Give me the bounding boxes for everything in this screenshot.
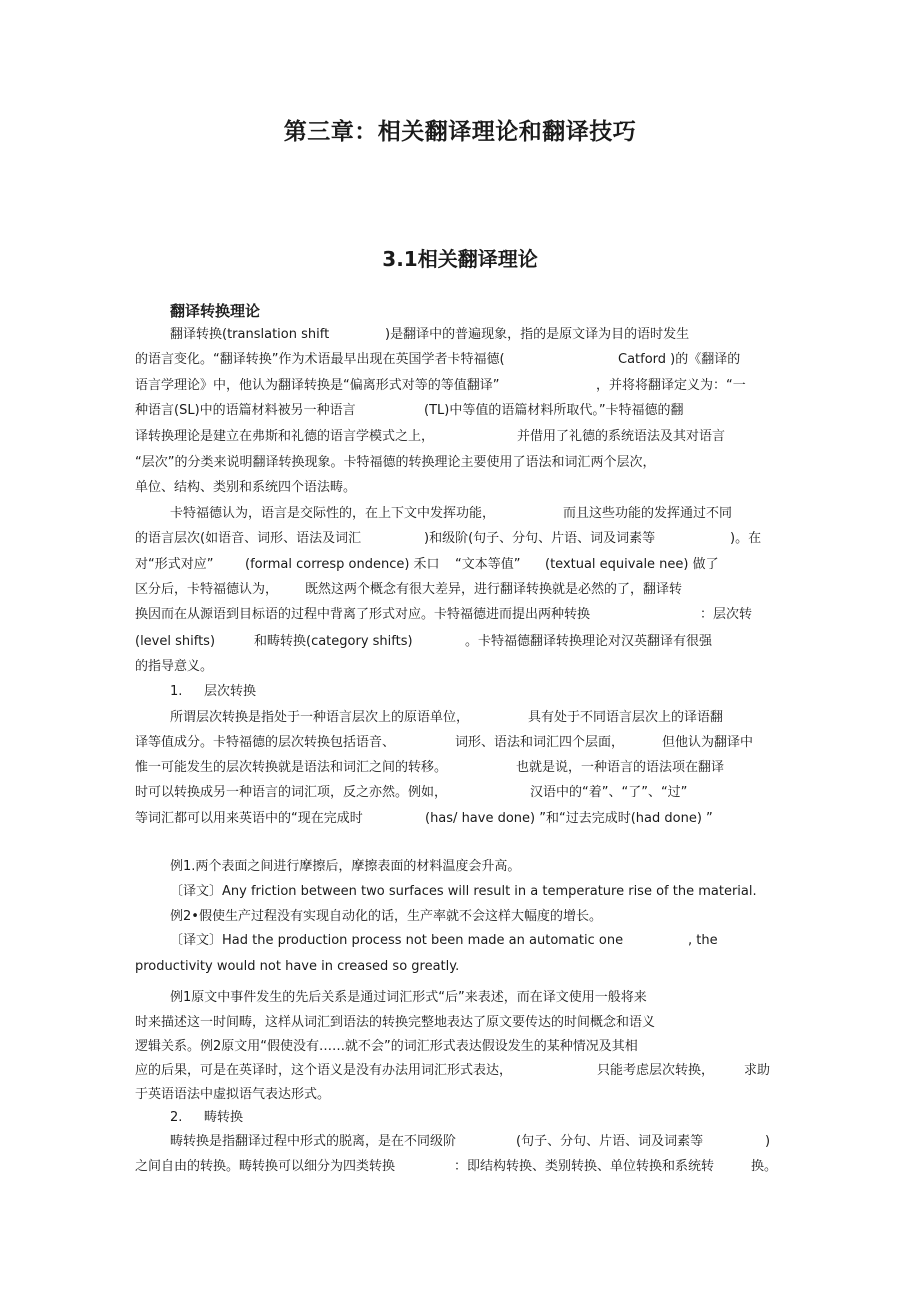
example-line [0, 857, 521, 877]
text-fragment: 区分后，卡特福德认为， [135, 582, 279, 597]
text-fragment: 对“形式对应” [135, 557, 214, 572]
text-fragment: 译转换理论是建立在弗斯和礼德的语言学模式之上， [135, 429, 435, 444]
body-line [0, 504, 733, 524]
text-fragment: 求助 [744, 1063, 771, 1078]
text-fragment: 翻译转换(translation shift [170, 327, 330, 342]
text-fragment: 之间自由的转换。畴转换可以细分为四类转换 [135, 1159, 396, 1174]
body-line [0, 529, 762, 549]
text-fragment: 词形、语法和词汇四个层面， [455, 735, 625, 750]
text-fragment: 应的后果，可是在英译时，这个语义是没有办法用词汇形式表达， [135, 1063, 513, 1078]
list-heading [0, 1108, 244, 1128]
text-fragment: 的语言层次(如语音、词形、语法及词汇 [135, 531, 362, 546]
text-fragment: ：即结构转换、类别转换、单位转换和系统转 [454, 1159, 715, 1174]
list-number: 2. [170, 1110, 183, 1125]
list-heading [0, 682, 257, 702]
text-fragment: 单位、结构、类别和系统四个语法畴。 [135, 480, 357, 495]
text-fragment: 。卡特福德翻译转换理论对汉英翻译有很强 [465, 634, 713, 649]
body-line [0, 325, 690, 345]
body-line [0, 657, 214, 677]
text-fragment: 所谓层次转换是指处于一种语言层次上的原语单位， [170, 710, 470, 725]
body-line [0, 758, 725, 778]
text-fragment: (textual equivale nee) 做了 [545, 557, 719, 572]
body-line [0, 401, 684, 421]
body-line [0, 453, 656, 473]
text-fragment: productivity would not have in creased so greatly. [135, 959, 460, 974]
text-fragment: (句子、分句、片语、词及词素等 [516, 1134, 704, 1149]
text-fragment: 具有处于不同语言层次上的译语翻 [528, 710, 724, 725]
text-fragment: 并借用了礼德的系统语法及其对语言 [517, 429, 726, 444]
text-fragment: )。在 [730, 531, 762, 546]
body-line [0, 733, 754, 753]
text-fragment: 但他认为翻译中 [662, 735, 754, 750]
text-fragment: 换。 [751, 1159, 778, 1174]
example-translation [0, 931, 718, 951]
text-fragment: (TL)中等值的语篇材料所取代。”卡特福德的翻 [424, 403, 684, 418]
text-fragment: 〔译文〕Any friction between two surfaces will result in a temperature rise of the material. [170, 884, 757, 899]
text-fragment: (formal corresp ondence) 禾口 [245, 557, 440, 572]
text-fragment: Catford )的《翻译的 [618, 352, 741, 367]
text-fragment: 种语言(SL)中的语篇材料被另一种语言 [135, 403, 356, 418]
text-fragment: 惟一可能发生的层次转换就是语法和词汇之间的转移。 [135, 760, 448, 775]
body-line [0, 1157, 778, 1177]
section-title: 3.1相关翻译理论 [382, 247, 538, 271]
text-fragment: 畴转换 [204, 1110, 244, 1125]
text-fragment: 汉语中的“着”、“了”、“过” [530, 785, 688, 800]
body-line [0, 580, 683, 600]
chapter-title: 第三章：相关翻译理论和翻译技巧 [283, 119, 637, 145]
text-fragment: )和级阶(句子、分句、片语、词及词素等 [424, 531, 656, 546]
example-line [0, 907, 602, 927]
text-fragment: 只能考虑层次转换， [597, 1063, 715, 1078]
text-fragment: )是翻译中的普遍现象，指的是原文译为目的语时发生 [385, 327, 690, 342]
example-translation [0, 957, 460, 977]
example-translation [0, 882, 757, 902]
text-fragment: 语言学理论》中，他认为翻译转换是“偏离形式对等的等值翻译” [135, 378, 500, 393]
text-fragment: 逻辑关系。例2原文用“假使没有……就不会”的词汇形式表达假设发生的某种情况及其相 [135, 1039, 638, 1054]
text-fragment: 换因而在从源语到目标语的过程中背离了形式对应。卡特福德进而提出两种转换 [135, 607, 591, 622]
text-fragment: 译等值成分。卡特福德的层次转换包括语音、 [135, 735, 396, 750]
body-line [0, 1013, 656, 1033]
text-fragment: 例2•假使生产过程没有实现自动化的话，生产率就不会这样大幅度的增长。 [170, 909, 602, 924]
text-fragment: (has/ have done) ”和“过去完成时(had done) ” [425, 811, 713, 826]
body-line [0, 708, 724, 728]
text-fragment: 而且这些功能的发挥通过不同 [563, 506, 733, 521]
text-fragment: , the [688, 933, 718, 948]
body-line [0, 1085, 331, 1105]
text-fragment: 卡特福德认为，语言是交际性的，在上下文中发挥功能， [170, 506, 496, 521]
body-line [0, 988, 647, 1008]
body-line [0, 350, 741, 370]
body-line [0, 1037, 638, 1057]
body-line [0, 1061, 771, 1081]
text-fragment: ：层次转 [700, 607, 753, 622]
text-fragment: (level shifts) [135, 634, 216, 649]
body-line [0, 555, 719, 575]
subheading: 翻译转换理论 [170, 302, 261, 320]
text-fragment: 时来描述这一时间畴，这样从词汇到语法的转换完整地表达了原文要传达的时间概念和语义 [135, 1015, 656, 1030]
body-line [0, 427, 726, 447]
text-fragment: 畴转换是指翻译过程中形式的脱离，是在不同级阶 [170, 1134, 457, 1149]
text-fragment: ，并将将翻译定义为：“一 [596, 378, 746, 393]
text-fragment: 例1原文中事件发生的先后关系是通过词汇形式“后”来表述，而在译文使用一般将来 [170, 990, 647, 1005]
body-line [0, 478, 357, 498]
text-fragment: 时可以转换成另一种语言的词汇项，反之亦然。例如， [135, 785, 448, 800]
body-line [0, 809, 713, 829]
text-fragment: 的语言变化。“翻译转换”作为术语最早出现在英国学者卡特福德( [135, 352, 505, 367]
text-fragment: 和畴转换(category shifts) [254, 634, 413, 649]
body-line [0, 605, 753, 625]
text-fragment: 例1.两个表面之间进行摩擦后，摩擦表面的材料温度会升高。 [170, 859, 521, 874]
text-fragment: 也就是说，一种语言的语法项在翻译 [516, 760, 725, 775]
body-line [0, 783, 688, 803]
body-line [0, 376, 746, 396]
text-fragment: 〔译文〕Had the production process not been made an automatic one [170, 933, 624, 948]
text-fragment: 层次转换 [204, 684, 257, 699]
text-fragment: 的指导意义。 [135, 659, 214, 674]
text-fragment: 既然这两个概念有很大差异，进行翻译转换就是必然的了，翻译转 [305, 582, 683, 597]
text-fragment: 等词汇都可以用来英语中的“现在完成时 [135, 811, 363, 826]
body-line [0, 1132, 771, 1152]
text-fragment: “层次”的分类来说明翻译转换现象。卡特福德的转换理论主要使用了语法和词汇两个层次， [135, 455, 656, 470]
list-number: 1. [170, 684, 183, 699]
text-fragment: 于英语语法中虚拟语气表达形式。 [135, 1087, 331, 1102]
text-fragment: ) [765, 1134, 771, 1149]
text-fragment: “文本等值” [455, 557, 521, 572]
body-line [0, 632, 713, 652]
